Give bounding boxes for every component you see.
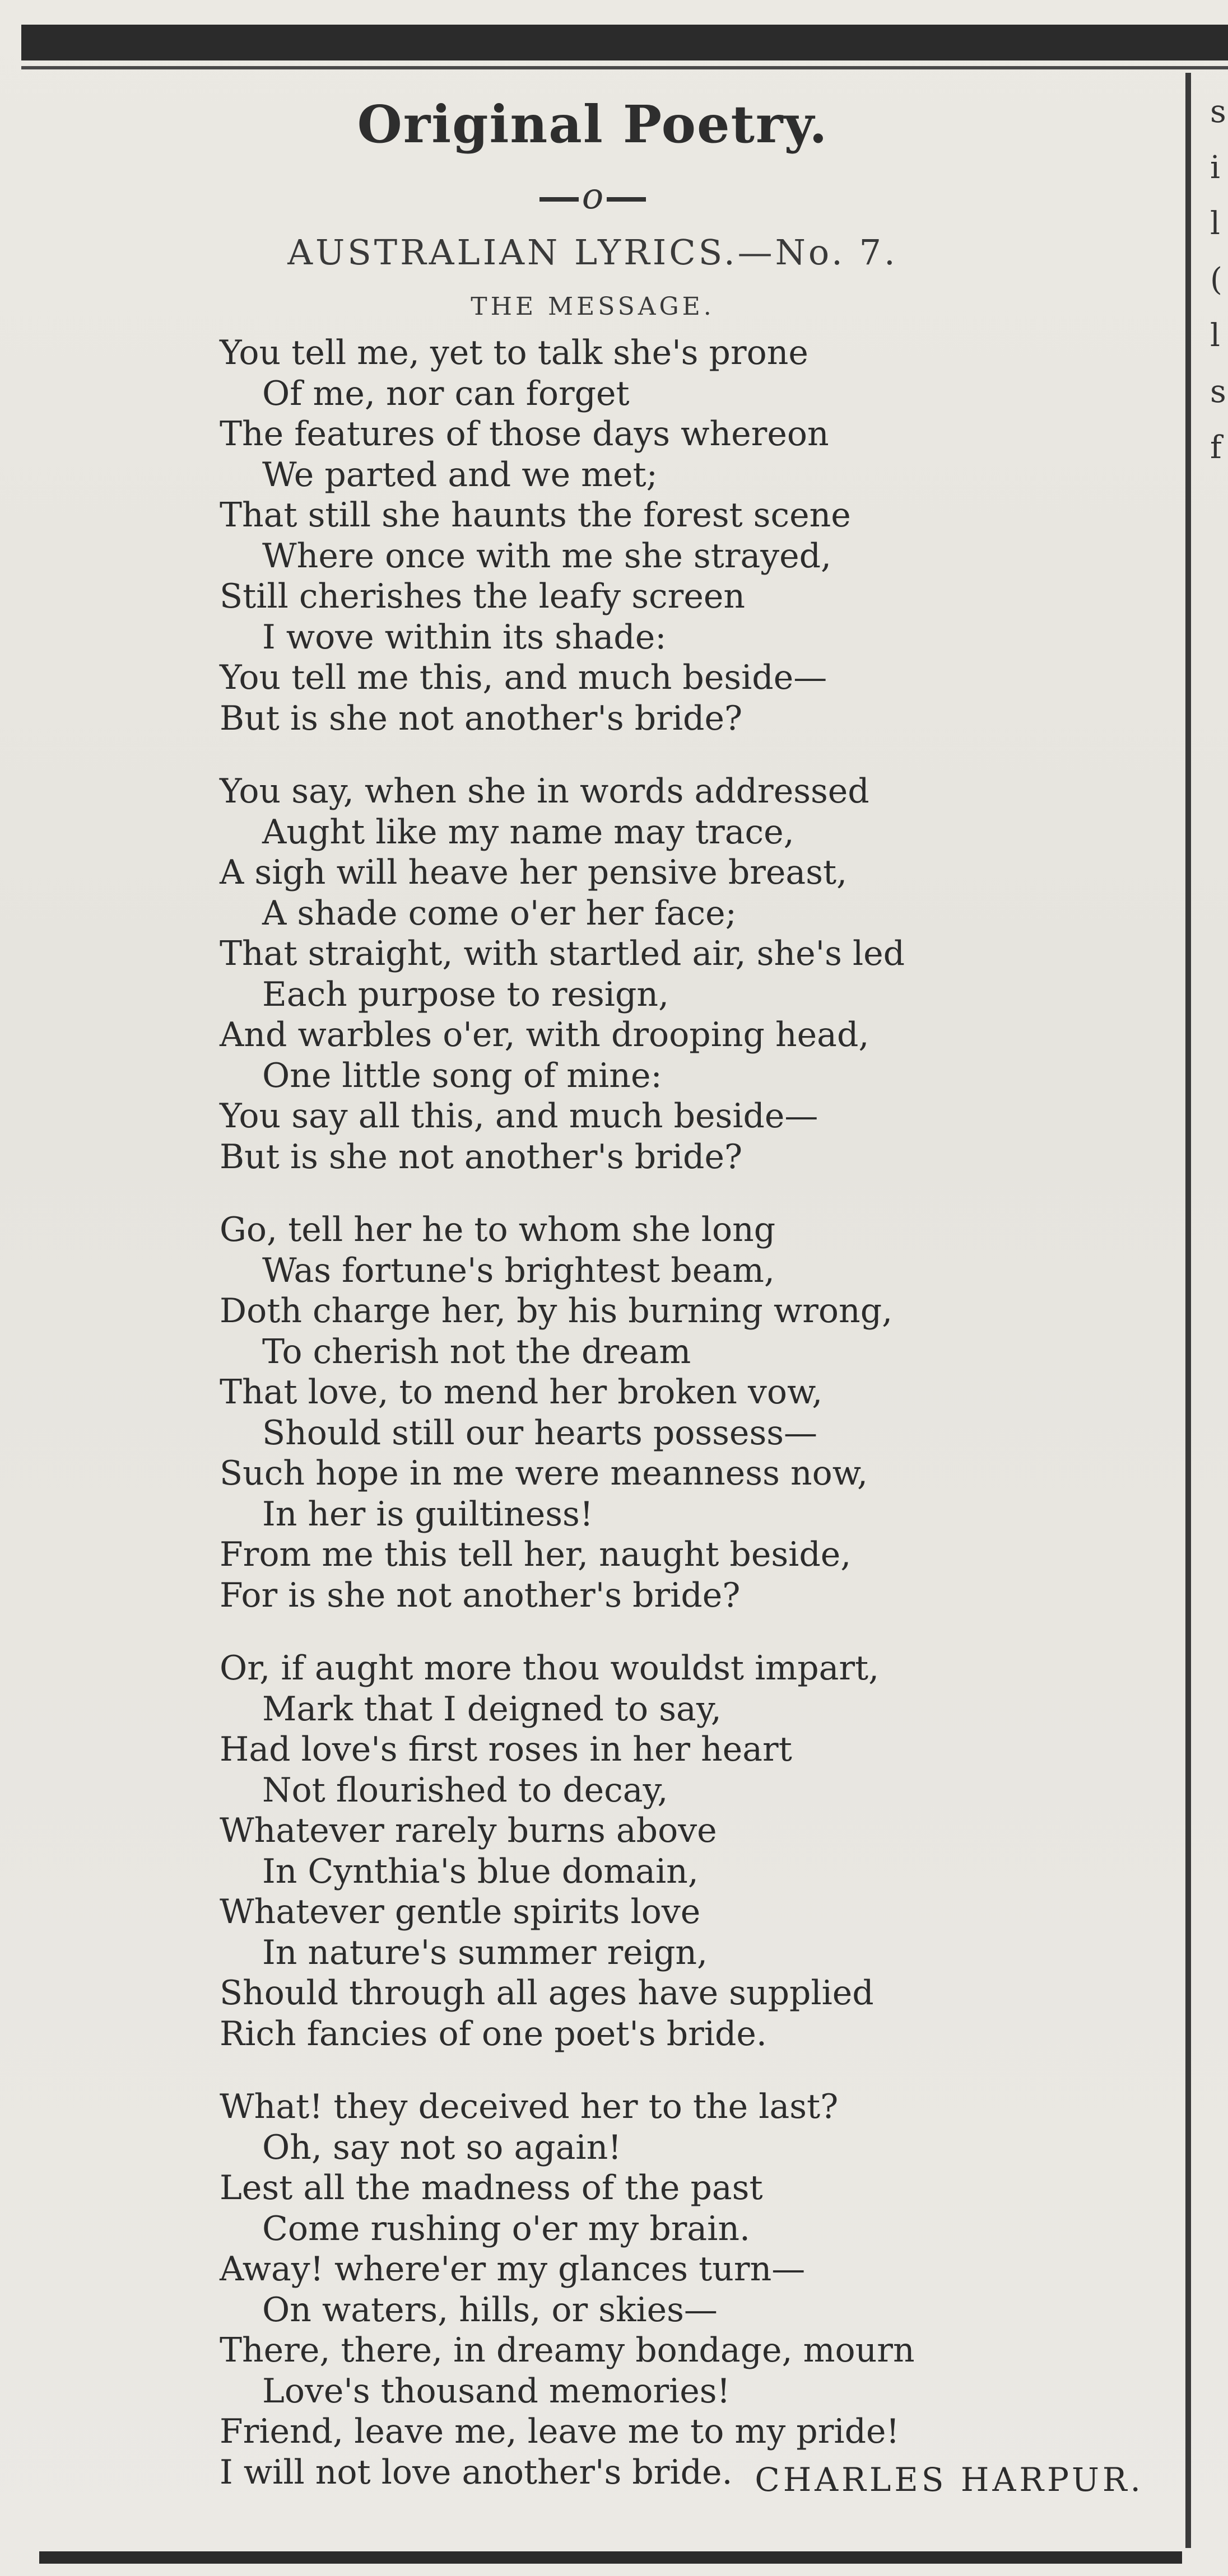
stanza [220, 1648, 1172, 2054]
fragment-char: i [1210, 150, 1220, 186]
poem-line: Where once with me she strayed, [262, 536, 832, 576]
stanza [220, 2087, 1172, 2493]
top-thin-rule [21, 66, 1228, 69]
poem-body [220, 333, 1172, 2525]
series-title: AUSTRALIAN LYRICS.—No. 7. [287, 232, 898, 273]
stanza [220, 771, 1172, 1177]
poem-line: There, there, in dreamy bondage, mourn [220, 2331, 915, 2370]
poem-line: Such hope in me were meanness now, [220, 1454, 868, 1493]
poem-line: Mark that I deigned to say, [262, 1689, 722, 1729]
poem-line: That still she haunts the forest scene [220, 496, 851, 535]
author-signature: CHARLES HARPUR. [755, 2461, 1144, 2499]
poem-line: Whatever gentle spirits love [220, 1892, 701, 1931]
poem-line: Aught like my name may trace, [262, 812, 794, 852]
poem-line: Oh, say not so again! [262, 2127, 622, 2167]
poem-line: Each purpose to resign, [262, 974, 669, 1014]
ornament-divider: o [0, 176, 1185, 217]
poem-line: Friend, leave me, leave me to my pride! [220, 2412, 900, 2451]
poem-line: In nature's summer reign, [262, 1933, 708, 1972]
poem-line: You tell me, yet to talk she's prone [220, 333, 808, 372]
poem-line: A sigh will heave her pensive breast, [220, 853, 848, 892]
poem-line: We parted and we met; [262, 455, 658, 494]
poem-line: Whatever rarely burns above [220, 1811, 717, 1850]
poem-line: Rich fancies of one poet's bride. [220, 2014, 767, 2054]
bottom-rule [39, 2551, 1182, 2564]
section-heading: Original Poetry. [357, 94, 829, 155]
poem-line: From me this tell her, naught beside, [220, 1535, 852, 1574]
poem-line: You tell me this, and much beside— [220, 658, 827, 697]
fragment-char: ( [1210, 262, 1222, 298]
poem-line: Had love's first roses in her heart [220, 1730, 792, 1769]
poem-line: Lest all the madness of the past [220, 2168, 763, 2208]
poem-title: THE MESSAGE. [471, 292, 715, 321]
poem-line: Or, if aught more thou wouldst impart, [220, 1649, 880, 1688]
fragment-char: s [1210, 94, 1226, 130]
fragment-char: f [1210, 430, 1222, 466]
poem-line: For is she not another's bride? [220, 1575, 741, 1615]
poem-line: I wove within its shade: [262, 617, 667, 657]
poem-line: Love's thousand memories! [262, 2371, 731, 2411]
poem-line: Come rushing o'er my brain. [262, 2209, 751, 2248]
poem-line: Doth charge her, by his burning wrong, [220, 1291, 893, 1331]
poem-line: That straight, with startled air, she's led [220, 934, 905, 973]
poem-line: But is she not another's bride? [220, 698, 743, 738]
poem-line: I will not love another's bride. [220, 2452, 733, 2492]
poem-line: You say, when she in words addressed [220, 772, 869, 811]
stanza [220, 1210, 1172, 1616]
poem-line: To cherish not the dream [262, 1332, 691, 1371]
poem-line: But is she not another's bride? [220, 1137, 743, 1177]
poem-line: Away! where'er my glances turn— [220, 2250, 806, 2289]
poem-line: Should through all ages have supplied [220, 1973, 874, 2013]
poem-line: Of me, nor can forget [262, 374, 630, 413]
poem-line: What! they deceived her to the last? [220, 2087, 839, 2126]
poem-line: Was fortune's brightest beam, [262, 1250, 775, 1290]
poem-line: That love, to mend her broken vow, [220, 1373, 823, 1412]
adjacent-column-fragment [1210, 84, 1228, 476]
fragment-char: l [1210, 318, 1220, 354]
poem-line: In Cynthia's blue domain, [262, 1851, 699, 1891]
poem-line: One little song of mine: [262, 1056, 662, 1095]
poem-line: Still cherishes the leafy screen [220, 577, 745, 616]
poem-line: You say all this, and much beside— [220, 1096, 818, 1136]
fragment-char: s [1210, 374, 1226, 410]
poem-line: On waters, hills, or skies— [262, 2290, 718, 2330]
poem-line: The features of those days whereon [220, 414, 829, 454]
poem-line: In her is guiltiness! [262, 1494, 593, 1534]
column-divider [1185, 73, 1191, 2548]
poem-line: And warbles o'er, with drooping head, [220, 1015, 869, 1054]
poem-line: A shade come o'er her face; [262, 893, 737, 933]
poem-line: Not flourished to decay, [262, 1770, 668, 1810]
stanza [220, 333, 1172, 739]
poem-line: Should still our hearts possess— [262, 1413, 818, 1453]
fragment-char: l [1210, 206, 1220, 242]
poem-line: Go, tell her he to whom she long [220, 1210, 776, 1249]
top-rule [21, 25, 1228, 60]
